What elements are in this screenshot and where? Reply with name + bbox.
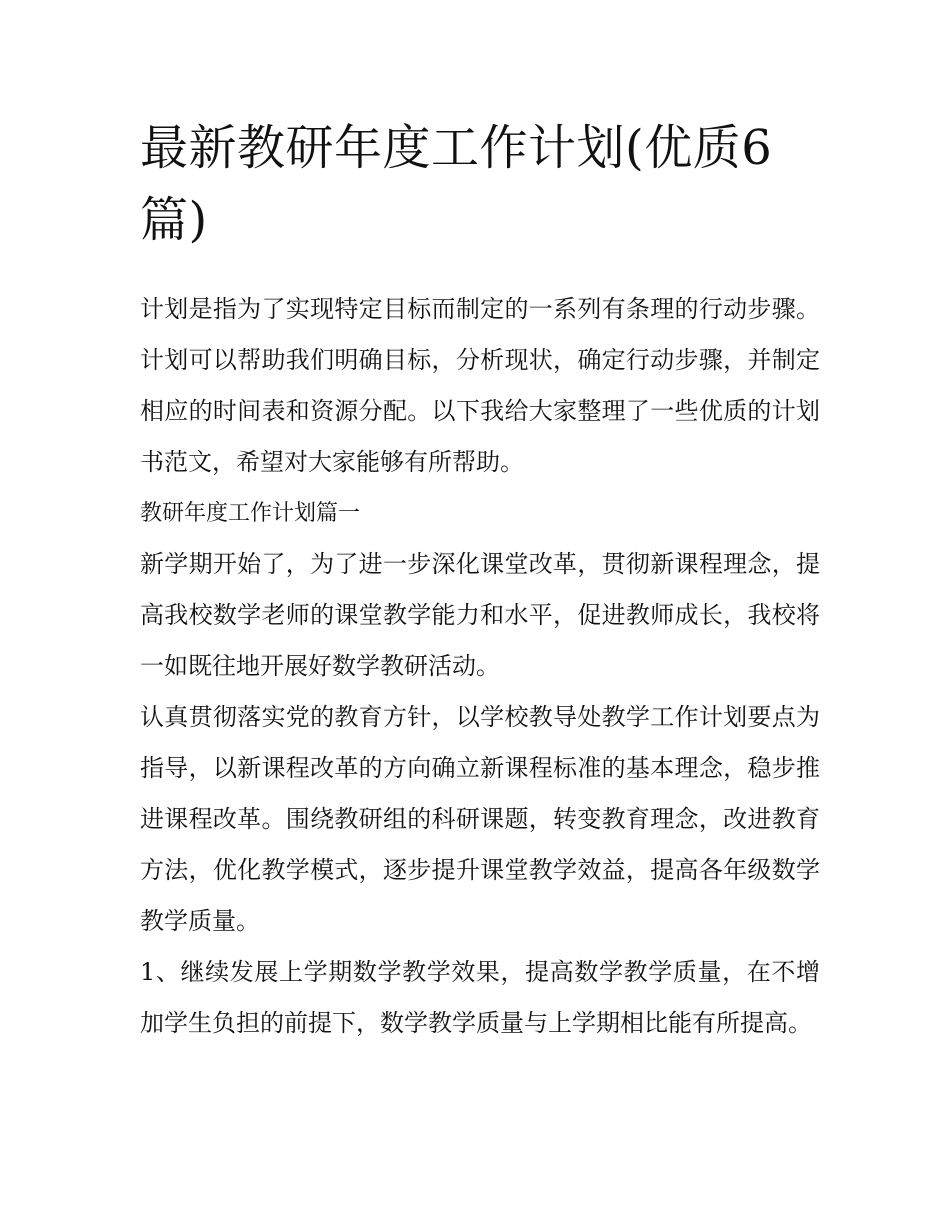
body-paragraph-2: 认真贯彻落实党的教育方针，以学校教导处教学工作计划要点为指导，以新课程改革的方向确立新课程标准的基本理念，稳步推进课程改革。围绕教研组的科研课题，转变教育理念，改进教育方法，优化教学模式，逐步提升课堂教学效益，提高各年级数学教学质量。 [140, 703, 820, 935]
document-body [140, 284, 820, 1049]
body-paragraph-3: 1、继续发展上学期数学教学效果，提高数学教学质量，在不增加学生负担的前提下，数学教学质量与上学期相比能有所提高。 [140, 958, 820, 1037]
section-heading: 教研年度工作计划篇一 [140, 501, 361, 526]
document-title: 最新教研年度工作计划(优质6篇) [140, 120, 773, 248]
intro-paragraph: 计划是指为了实现特定目标而制定的一系列有条理的行动步骤。计划可以帮助我们明确目标，分析现状，确定行动步骤，并制定相应的时间表和资源分配。以下我给大家整理了一些优质的计划书范文，希望对大家能够有所帮助。 [140, 295, 820, 476]
body-paragraph-1: 新学期开始了，为了进一步深化课堂改革，贯彻新课程理念，提高我校数学老师的课堂教学能力和水平，促进教师成长，我校将一如既往地开展好数学教研活动。 [140, 550, 820, 680]
document-page [140, 112, 820, 1049]
